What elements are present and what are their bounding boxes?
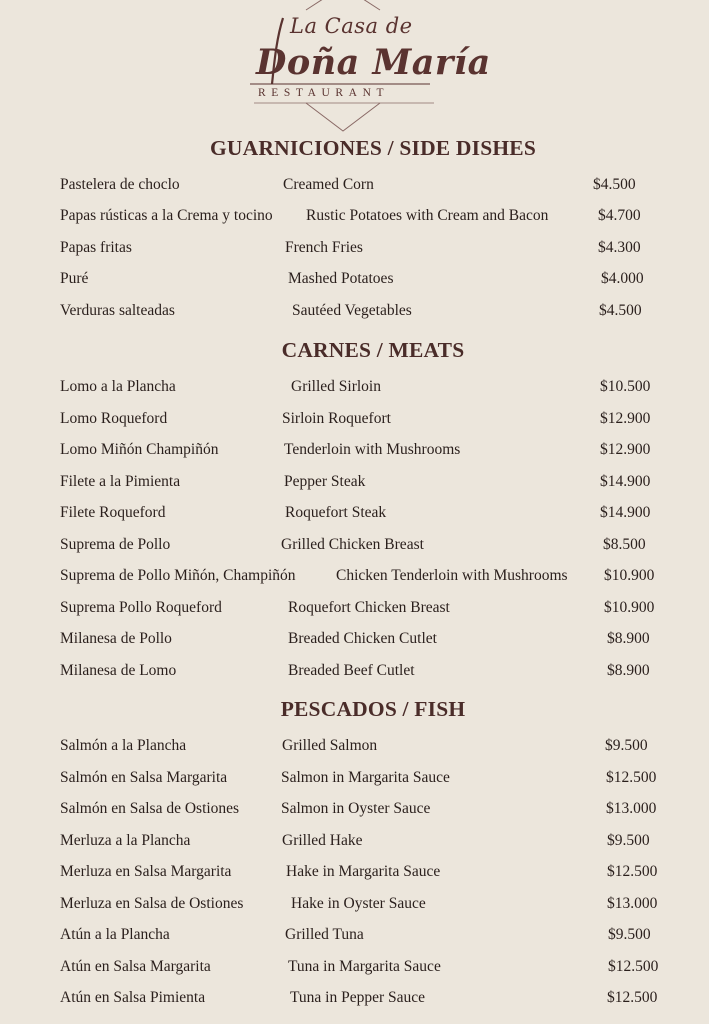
item-name-es: Suprema de Pollo: [60, 536, 171, 553]
item-name-es: Verduras salteadas: [60, 302, 175, 319]
item-name-es: Lomo Miñón Champiñón: [60, 441, 219, 458]
item-name-en: Sautéed Vegetables: [292, 302, 412, 319]
item-price: $10.900: [604, 567, 655, 584]
item-name-en: Tenderloin with Mushrooms: [284, 441, 461, 458]
item-name-es: Milanesa de Lomo: [60, 662, 177, 679]
item-price: $9.500: [605, 737, 648, 754]
item-name-es: Lomo a la Plancha: [60, 378, 176, 395]
item-name-en: Sirloin Roquefort: [282, 410, 391, 427]
item-name-es: Lomo Roqueford: [60, 410, 168, 427]
item-price: $4.500: [599, 302, 642, 319]
menu-item: [0, 926, 709, 948]
menu-item: [0, 441, 709, 463]
item-name-es: Merluza en Salsa Margarita: [60, 863, 232, 880]
menu-item: [0, 630, 709, 652]
item-name-en: Creamed Corn: [283, 176, 374, 193]
item-price: $9.500: [607, 832, 650, 849]
menu-item: [0, 536, 709, 558]
item-name-en: Pepper Steak: [284, 473, 366, 490]
logo-line-1: La Casa de: [290, 14, 413, 38]
item-price: $12.500: [607, 989, 658, 1006]
menu-item: [0, 863, 709, 885]
item-name-es: Suprema Pollo Roqueford: [60, 599, 222, 616]
item-price: $13.000: [606, 800, 657, 817]
menu-item: [0, 207, 709, 229]
menu-item: [0, 895, 709, 917]
item-name-en: French Fries: [285, 239, 363, 256]
item-price: $9.500: [608, 926, 651, 943]
item-price: $12.500: [606, 769, 657, 786]
item-price: $12.900: [600, 410, 651, 427]
menu-item: [0, 473, 709, 495]
item-name-en: Grilled Sirloin: [291, 378, 381, 395]
item-name-en: Hake in Margarita Sauce: [286, 863, 441, 880]
item-price: $8.900: [607, 630, 650, 647]
menu-item: [0, 958, 709, 980]
item-price: $14.900: [600, 473, 651, 490]
section-title-meats: CARNES / MEATS: [281, 338, 465, 362]
item-price: $10.500: [600, 378, 651, 395]
item-price: $12.500: [607, 863, 658, 880]
item-price: $4.000: [601, 270, 644, 287]
item-name-es: Milanesa de Pollo: [60, 630, 172, 647]
item-name-en: Salmon in Margarita Sauce: [281, 769, 450, 786]
menu-item: [0, 832, 709, 854]
item-name-es: Atún a la Plancha: [60, 926, 170, 943]
item-price: $4.300: [598, 239, 641, 256]
menu-item: [0, 599, 709, 621]
menu-item: [0, 176, 709, 198]
menu-item: [0, 567, 709, 589]
item-name-es: Merluza en Salsa de Ostiones: [60, 895, 244, 912]
menu-item: [0, 504, 709, 526]
menu-item: [0, 662, 709, 684]
menu-item: [0, 737, 709, 759]
item-name-es: Atún en Salsa Margarita: [60, 958, 211, 975]
item-name-en: Grilled Tuna: [285, 926, 364, 943]
item-name-es: Pastelera de choclo: [60, 176, 180, 193]
item-name-en: Hake in Oyster Sauce: [291, 895, 426, 912]
section-title-fish: PESCADOS / FISH: [280, 697, 466, 721]
logo-line-3: RESTAURANT: [258, 87, 390, 99]
item-name-en: Grilled Salmon: [282, 737, 378, 754]
section-title-side-dishes: GUARNICIONES / SIDE DISHES: [210, 136, 536, 160]
item-price: $8.900: [607, 662, 650, 679]
item-name-en: Chicken Tenderloin with Mushrooms: [336, 567, 568, 584]
item-name-es: Merluza a la Plancha: [60, 832, 191, 849]
menu-item: [0, 769, 709, 791]
item-name-es: Puré: [60, 270, 89, 287]
item-name-en: Rustic Potatoes with Cream and Bacon: [306, 207, 549, 224]
item-price: $12.900: [600, 441, 651, 458]
item-name-es: Papas fritas: [60, 239, 132, 256]
item-name-es: Salmón en Salsa de Ostiones: [60, 800, 240, 817]
logo-line-2: Doña María: [256, 42, 491, 83]
item-name-en: Roquefort Steak: [285, 504, 387, 521]
item-name-en: Tuna in Margarita Sauce: [288, 958, 441, 975]
restaurant-logo: [0, 0, 709, 135]
item-name-es: Salmón a la Plancha: [60, 737, 187, 754]
item-name-en: Grilled Hake: [282, 832, 363, 849]
item-name-es: Atún en Salsa Pimienta: [60, 989, 206, 1006]
menu-item: [0, 239, 709, 261]
item-price: $4.500: [593, 176, 636, 193]
item-name-en: Breaded Chicken Cutlet: [288, 630, 437, 647]
item-price: $4.700: [598, 207, 641, 224]
item-name-en: Salmon in Oyster Sauce: [281, 800, 431, 817]
item-price: $12.500: [608, 958, 659, 975]
item-name-en: Grilled Chicken Breast: [281, 536, 424, 553]
item-price: $10.900: [604, 599, 655, 616]
menu-item: [0, 302, 709, 324]
item-name-en: Mashed Potatoes: [288, 270, 394, 287]
menu-item: [0, 800, 709, 822]
menu-item: [0, 270, 709, 292]
menu-item: [0, 378, 709, 400]
item-price: $13.000: [607, 895, 658, 912]
item-name-en: Roquefort Chicken Breast: [288, 599, 450, 616]
menu-item: [0, 410, 709, 432]
item-name-es: Papas rústicas a la Crema y tocino: [60, 207, 273, 224]
item-name-es: Filete Roqueford: [60, 504, 166, 521]
item-name-es: Salmón en Salsa Margarita: [60, 769, 228, 786]
menu-item: [0, 989, 709, 1011]
item-price: $14.900: [600, 504, 651, 521]
item-name-es: Suprema de Pollo Miñón, Champiñón: [60, 567, 296, 584]
item-name-es: Filete a la Pimienta: [60, 473, 181, 490]
item-price: $8.500: [603, 536, 646, 553]
item-name-en: Tuna in Pepper Sauce: [290, 989, 426, 1006]
item-name-en: Breaded Beef Cutlet: [288, 662, 415, 679]
